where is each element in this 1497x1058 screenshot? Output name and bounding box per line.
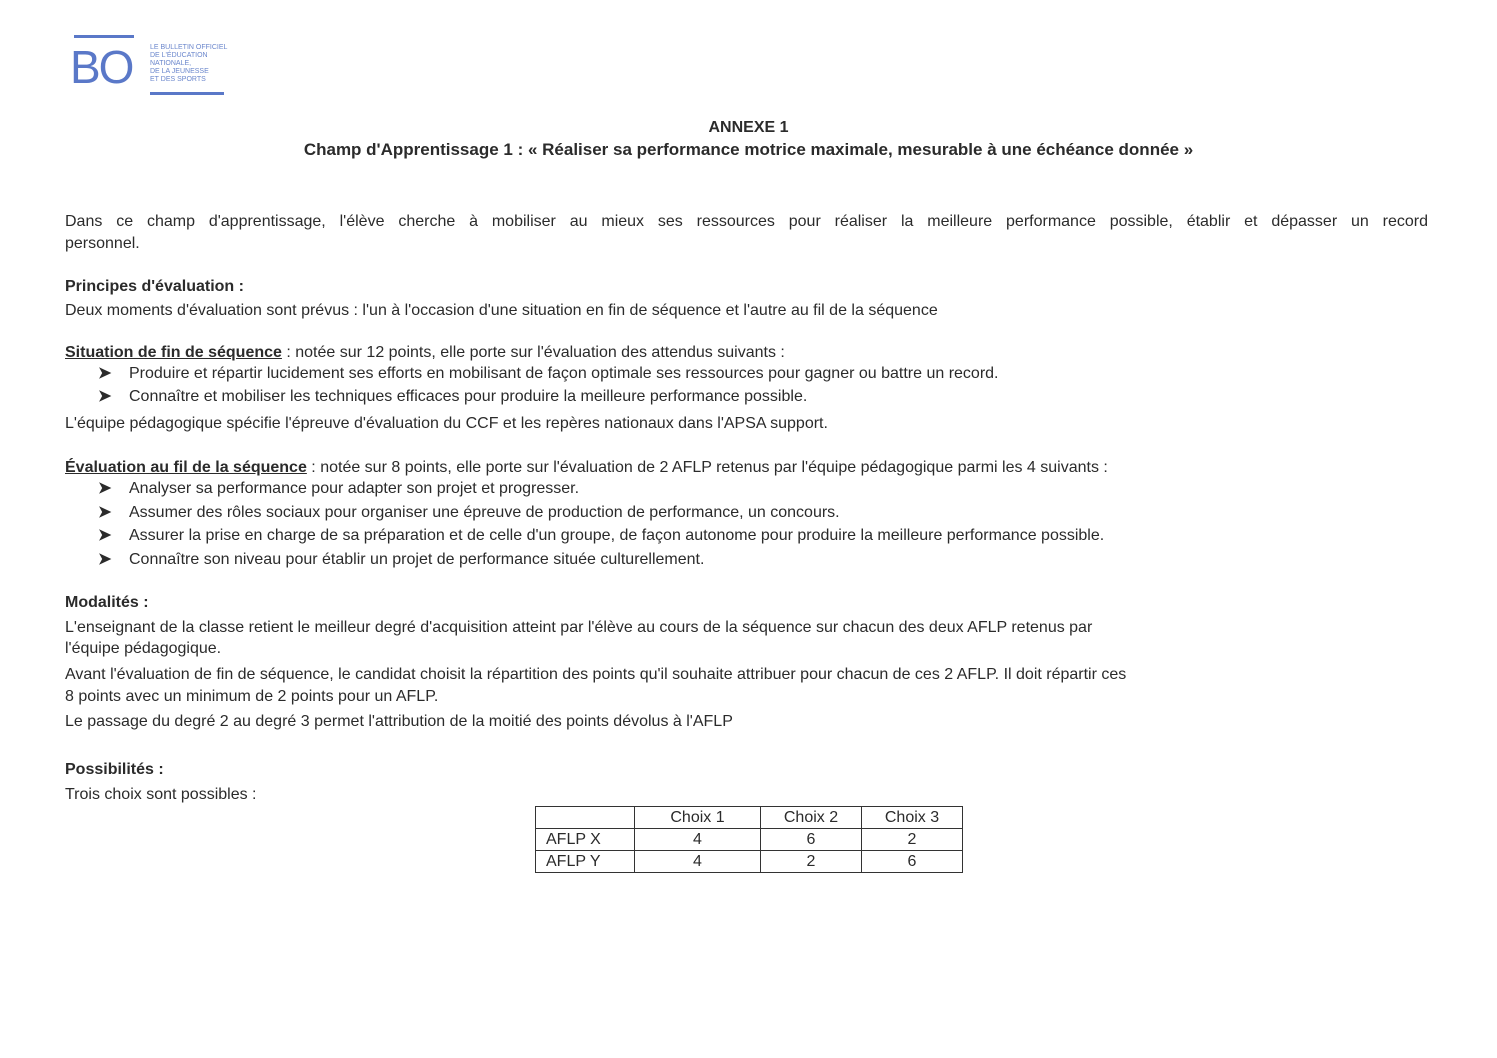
- page-title: ANNEXE 1: [708, 119, 789, 136]
- situation-line: Situation de fin de séquence : notée sur 12 points, elle porte sur l'évaluation des attendus suivants :: [65, 344, 785, 361]
- principes-heading: Principes d'évaluation :: [65, 278, 244, 295]
- chevron-bullet-icon: ➤: [98, 527, 112, 544]
- table-row: [536, 829, 963, 851]
- list-item: ➤ Connaître et mobiliser les techniques efficaces pour produire la meilleure performance possible.: [98, 388, 808, 405]
- possibilites-text: Trois choix sont possibles :: [65, 786, 257, 803]
- modalites-text: L'enseignant de la classe retient le meilleur degré d'acquisition atteint par l'élève au cours de la séquence sur chacun des deux AFLP retenus par: [65, 619, 1093, 636]
- modalites-text: Le passage du degré 2 au degré 3 permet l'attribution de la moitié des points dévolus à l'AFLP: [65, 713, 733, 730]
- table-cell: AFLP X: [536, 829, 635, 851]
- situation-heading: Situation de fin de séquence: [65, 344, 282, 361]
- evaluation-line: Évaluation au fil de la séquence : notée sur 8 points, elle porte sur l'évaluation de 2 AFLP retenus par l'équipe pédagogique parmi les 4 suivants :: [65, 459, 1108, 476]
- chevron-bullet-icon: ➤: [98, 388, 112, 405]
- list-item: ➤ Analyser sa performance pour adapter son projet et progresser.: [98, 480, 580, 497]
- logo-bar: [74, 35, 134, 38]
- table-header-cell: Choix 3: [862, 807, 963, 829]
- table-header-cell: [536, 807, 635, 829]
- table-row: [536, 851, 963, 873]
- list-item: ➤ Assurer la prise en charge de sa préparation et de celle d'un groupe, de façon autonome pour produire la meilleure performance possible.: [98, 527, 1105, 544]
- intro-text: Dans ce champ d'apprentissage, l'élève cherche à mobiliser au mieux ses ressources pour réaliser la meilleure performance possible, établir et dépasser un record: [65, 213, 1428, 230]
- modalites-text: 8 points avec un minimum de 2 points pour un AFLP.: [65, 688, 439, 705]
- table-cell: AFLP Y: [536, 851, 635, 873]
- logo-bar: [150, 92, 224, 95]
- chevron-bullet-icon: ➤: [98, 365, 112, 382]
- table-header-cell: Choix 1: [635, 807, 761, 829]
- table-header-cell: Choix 2: [761, 807, 862, 829]
- list-item: ➤ Assumer des rôles sociaux pour organiser une épreuve de production de performance, un concours.: [98, 504, 840, 521]
- list-item: ➤ Produire et répartir lucidement ses efforts en mobilisant de façon optimale ses ressources pour gagner ou battre un record.: [98, 365, 999, 382]
- principes-text: Deux moments d'évaluation sont prévus : l'un à l'occasion d'une situation en fin de séquence et l'autre au fil de la séquence: [65, 302, 938, 319]
- situation-note: L'équipe pédagogique spécifie l'épreuve d'évaluation du CCF et les repères nationaux dans l'APSA support.: [65, 415, 828, 432]
- table-cell: 6: [862, 851, 963, 873]
- modalites-text: l'équipe pédagogique.: [65, 640, 222, 657]
- chevron-bullet-icon: ➤: [98, 504, 112, 521]
- page-subtitle: Champ d'Apprentissage 1 : « Réaliser sa performance motrice maximale, mesurable à une échéance donnée »: [303, 140, 1194, 159]
- evaluation-heading: Évaluation au fil de la séquence: [65, 459, 307, 476]
- table-cell: 2: [862, 829, 963, 851]
- possibilites-heading: Possibilités :: [65, 761, 164, 778]
- logo-text: LE BULLETIN OFFICIEL DE L'ÉDUCATION NATIONALE, DE LA JEUNESSE ET DES SPORTS: [150, 44, 228, 83]
- bo-logo: [70, 32, 230, 100]
- intro-text: personnel.: [65, 235, 140, 252]
- modalites-text: Avant l'évaluation de fin de séquence, le candidat choisit la répartition des points qu'il souhaite attribuer pour chacun de ces 2 AFLP. Il doit répartir ces: [65, 666, 1127, 683]
- list-item: ➤ Connaître son niveau pour établir un projet de performance située culturellement.: [98, 551, 705, 568]
- table-header-row: [536, 807, 963, 829]
- table-cell: 4: [635, 829, 761, 851]
- modalites-heading: Modalités :: [65, 594, 149, 611]
- chevron-bullet-icon: ➤: [98, 480, 112, 497]
- chevron-bullet-icon: ➤: [98, 551, 112, 568]
- table-cell: 2: [761, 851, 862, 873]
- choices-table: [535, 806, 963, 873]
- logo-mark: BO: [70, 41, 133, 93]
- table-cell: 4: [635, 851, 761, 873]
- table-cell: 6: [761, 829, 862, 851]
